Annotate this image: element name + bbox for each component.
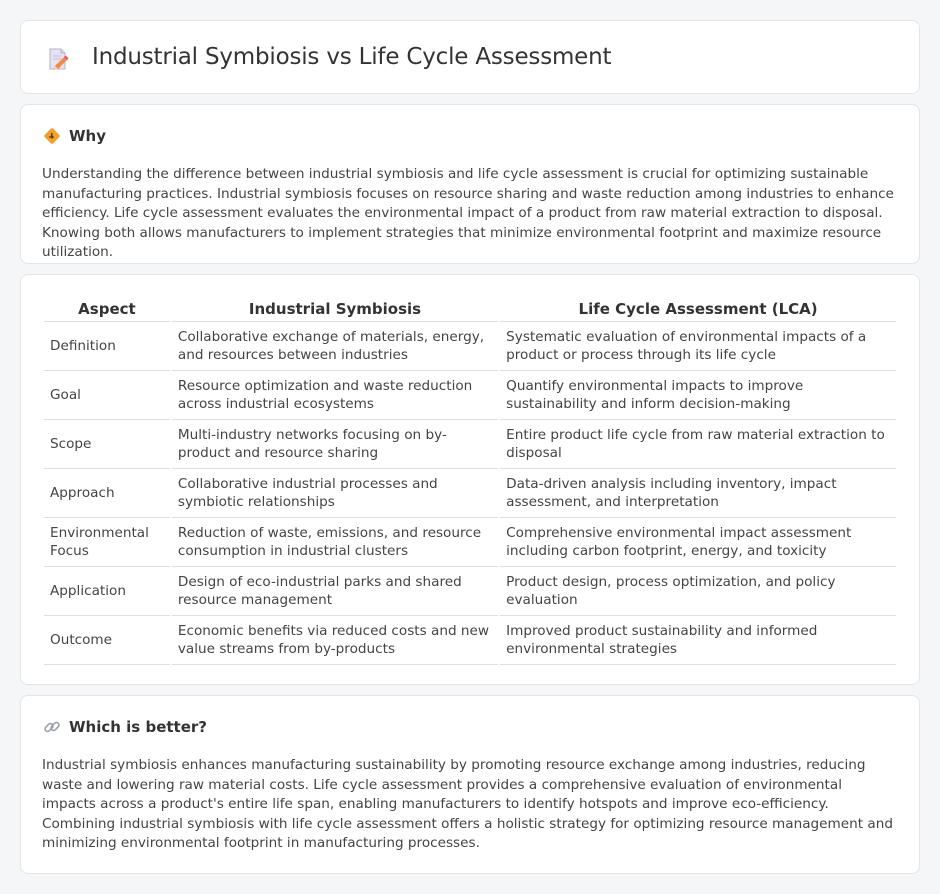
lca-cell: Quantify environmental impacts to improve sustainability and inform decision-making: [500, 371, 896, 420]
diamond-sign-icon: [43, 127, 61, 145]
aspect-cell: Outcome: [44, 616, 170, 665]
lca-cell: Data-driven analysis including inventory, impact assessment, and interpretation: [500, 469, 896, 518]
comparison-card: [20, 274, 920, 685]
which-is-better-section: [20, 695, 920, 874]
header-aspect: Aspect: [44, 297, 170, 322]
aspect-cell: Approach: [44, 469, 170, 518]
lca-cell: Comprehensive environmental impact assessment including carbon footprint, energy, and toxicity: [500, 518, 896, 567]
table-row: [44, 567, 896, 616]
lca-cell: Entire product life cycle from raw material extraction to disposal: [500, 420, 896, 469]
table-row: [44, 518, 896, 567]
table-header-row: [44, 297, 896, 322]
page-title: Industrial Symbiosis vs Life Cycle Assessment: [92, 44, 612, 70]
table-row: [44, 322, 896, 371]
symbiosis-cell: Design of eco-industrial parks and shared resource management: [172, 567, 498, 616]
aspect-cell: Application: [44, 567, 170, 616]
title-card: [20, 20, 920, 94]
aspect-cell: Scope: [44, 420, 170, 469]
why-heading-row: [43, 127, 106, 145]
table-row: [44, 371, 896, 420]
table-row: [44, 420, 896, 469]
link-icon: [43, 718, 61, 736]
table-row: [44, 616, 896, 665]
document-pencil-icon: [47, 47, 69, 71]
symbiosis-cell: Resource optimization and waste reduction across industrial ecosystems: [172, 371, 498, 420]
symbiosis-cell: Collaborative exchange of materials, energy, and resources between industries: [172, 322, 498, 371]
better-text: Industrial symbiosis enhances manufacturing sustainability by promoting resource exchange among industries, reducing waste and lowering raw material costs. Life cycle assessment provides a comprehensive evaluation of environmental impacts across a product's entire life span, enabling manufacturers to identify hotspots and improve eco-efficiency. Combining industrial symbiosis with life cycle assessment offers a holistic strategy for optimizing resource management and minimizing environmental footprint in manufacturing processes.: [42, 757, 893, 851]
better-heading: Which is better?: [69, 718, 207, 736]
table-row: [44, 469, 896, 518]
why-text: Understanding the difference between industrial symbiosis and life cycle assessment is crucial for optimizing sustainable manufacturing practices. Industrial symbiosis focuses on resource sharing and waste reduction among industries to enhance efficiency. Life cycle assessment evaluates the environmental impact of a product from raw material extraction to disposal. Knowing both allows manufacturers to implement strategies that minimize environmental footprint and maximize resource utilization.: [42, 166, 894, 260]
aspect-cell: Environmental Focus: [44, 518, 170, 567]
lca-cell: Improved product sustainability and informed environmental strategies: [500, 616, 896, 665]
symbiosis-cell: Collaborative industrial processes and symbiotic relationships: [172, 469, 498, 518]
why-heading: Why: [69, 127, 107, 145]
symbiosis-cell: Economic benefits via reduced costs and new value streams from by-products: [172, 616, 498, 665]
why-section: [20, 104, 920, 264]
comparison-table: [42, 297, 898, 665]
aspect-cell: Definition: [44, 322, 170, 371]
header-lca: Life Cycle Assessment (LCA): [500, 297, 896, 322]
lca-cell: Systematic evaluation of environmental impacts of a product or process through its life cycle: [500, 322, 896, 371]
better-heading-row: [43, 718, 207, 736]
aspect-cell: Goal: [44, 371, 170, 420]
symbiosis-cell: Reduction of waste, emissions, and resource consumption in industrial clusters: [172, 518, 498, 567]
symbiosis-cell: Multi-industry networks focusing on by-product and resource sharing: [172, 420, 498, 469]
lca-cell: Product design, process optimization, and policy evaluation: [500, 567, 896, 616]
header-industrial-symbiosis: Industrial Symbiosis: [172, 297, 498, 322]
